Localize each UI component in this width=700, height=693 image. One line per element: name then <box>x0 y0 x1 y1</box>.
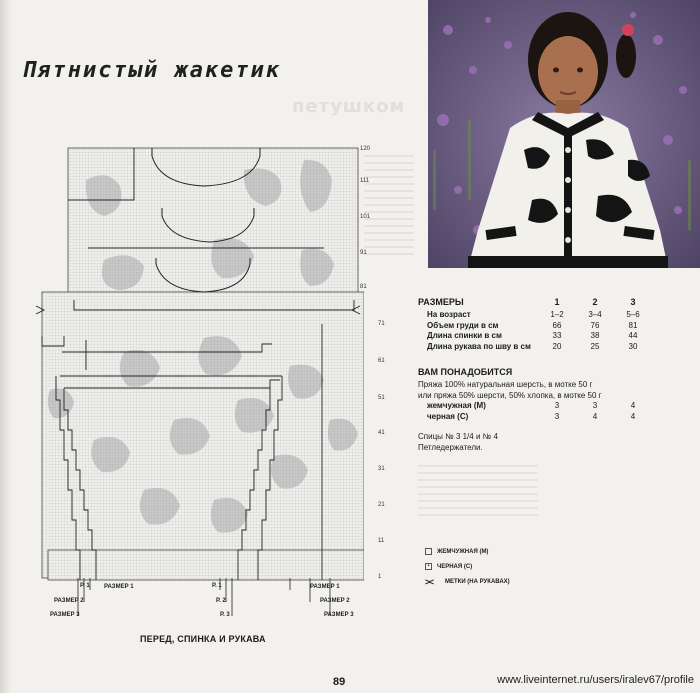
yarn-amount: 3 <box>554 401 560 410</box>
child-photo <box>428 0 700 268</box>
sizes-row-label: На возраст <box>427 310 471 319</box>
yarn-amount: 4 <box>630 401 636 410</box>
legend-item <box>425 574 510 589</box>
yarn-amount: 4 <box>630 411 636 421</box>
sizes-row <box>418 321 688 332</box>
sizes-row <box>418 331 688 342</box>
size-label-right: РАЗМЕР 3 <box>324 612 354 618</box>
sizes-row <box>418 342 688 353</box>
row-number: 21 <box>378 502 385 508</box>
row-number: 11 <box>378 538 385 544</box>
bleed-through-text <box>364 150 414 260</box>
sizes-cell: 5–6 <box>626 310 640 319</box>
sizes-cell: 1–2 <box>550 310 564 319</box>
size-code-right: Р. 1 <box>212 583 222 589</box>
row-number: 1 <box>378 574 382 580</box>
size-code-left: Р. 1 <box>80 583 90 589</box>
legend-label: МЕТКИ (НА РУКАВАХ) <box>445 578 510 585</box>
legend-swatch-dot: • <box>425 563 432 570</box>
bleed-through-title: петушком <box>292 96 406 117</box>
child-in-spotted-jacket-illustration <box>428 0 700 268</box>
sizes-row <box>418 310 688 321</box>
source-url: www.liveinternet.ru/users/iralev67/profile <box>497 674 694 686</box>
yarn-label: черная (С) <box>427 411 469 421</box>
row-number: 71 <box>378 321 385 327</box>
sizes-row-label: Объем груди в см <box>427 320 499 330</box>
legend-label: ЧЕРНАЯ (С) <box>437 563 473 570</box>
bleed-through-text <box>418 460 538 520</box>
needles-info: Спицы № 3 1/4 и № 4 <box>418 432 498 441</box>
size-label-right: РАЗМЕР 2 <box>320 598 350 604</box>
knitting-chart <box>34 140 385 635</box>
sizes-cell: 25 <box>590 341 600 351</box>
legend-swatch-empty <box>425 548 432 555</box>
page-fold-shadow <box>0 0 12 693</box>
yarn-amount: 3 <box>554 411 560 421</box>
pattern-title: Пятнистый жакетик <box>22 58 282 83</box>
row-number: 101 <box>360 214 371 220</box>
sizes-cell: 38 <box>590 331 600 340</box>
chart-legend <box>425 544 510 589</box>
row-number: 41 <box>378 430 385 436</box>
chart-caption: ПЕРЕД, СПИНКА И РУКАВА <box>140 634 266 644</box>
sizes-row-label: Длина спинки в см <box>427 331 502 340</box>
yarn-row <box>418 412 688 423</box>
sizes-cell: 66 <box>552 320 562 330</box>
row-number: 111 <box>360 178 370 184</box>
yarn-amount: 3 <box>592 401 598 410</box>
size-label-right: РАЗМЕР 1 <box>310 584 340 590</box>
row-number: 120 <box>360 146 371 152</box>
marker-arrows-icon: > < <box>425 576 433 587</box>
sizes-table <box>418 297 688 352</box>
sizes-cell: 76 <box>590 320 600 330</box>
sizes-cell: 30 <box>628 341 638 351</box>
sizes-header-row <box>418 297 688 307</box>
size-label-left: РАЗМЕР 2 <box>54 598 84 604</box>
yarn-description: или пряжа 50% шерсти, 50% хлопка, в мотке 50 г <box>418 390 602 400</box>
sizes-cell: 20 <box>552 341 562 351</box>
sizes-cell: 81 <box>628 320 638 330</box>
yarn-row <box>418 401 688 412</box>
sizes-cell: 33 <box>552 331 562 340</box>
sizes-heading: РАЗМЕРЫ <box>418 297 464 307</box>
size-column-header: 2 <box>592 297 598 307</box>
row-number: 61 <box>378 358 385 364</box>
knitting-chart-grid <box>34 140 364 630</box>
row-number: 31 <box>378 466 385 472</box>
size-column-header: 3 <box>630 297 636 307</box>
sizes-cell: 44 <box>628 331 638 340</box>
materials-heading: ВАМ ПОНАДОБИТСЯ <box>418 367 513 377</box>
yarn-label: жемчужная (М) <box>427 401 486 410</box>
legend-item <box>425 559 510 574</box>
size-code-right: Р. 2 <box>216 598 226 604</box>
size-label-left: РАЗМЕР 3 <box>50 612 80 618</box>
size-code-right: Р. 3 <box>220 612 230 618</box>
row-number: 91 <box>360 250 367 256</box>
materials-section <box>418 367 688 453</box>
yarn-amount: 4 <box>592 411 598 421</box>
stitch-holders-info: Петледержатели. <box>418 442 483 452</box>
legend-item <box>425 544 510 559</box>
size-column-header: 1 <box>554 297 560 307</box>
sizes-cell: 3–4 <box>588 310 602 319</box>
row-number: 51 <box>378 395 385 401</box>
sizes-row-label: Длина рукава по шву в см <box>427 341 531 351</box>
page-number: 89 <box>333 676 346 688</box>
size-label-left: РАЗМЕР 1 <box>104 584 134 590</box>
legend-label: ЖЕМЧУЖНАЯ (М) <box>437 548 489 555</box>
yarn-description: Пряжа 100% натуральная шерсть, в мотке 50 г <box>418 380 593 389</box>
row-number: 81 <box>360 284 367 290</box>
